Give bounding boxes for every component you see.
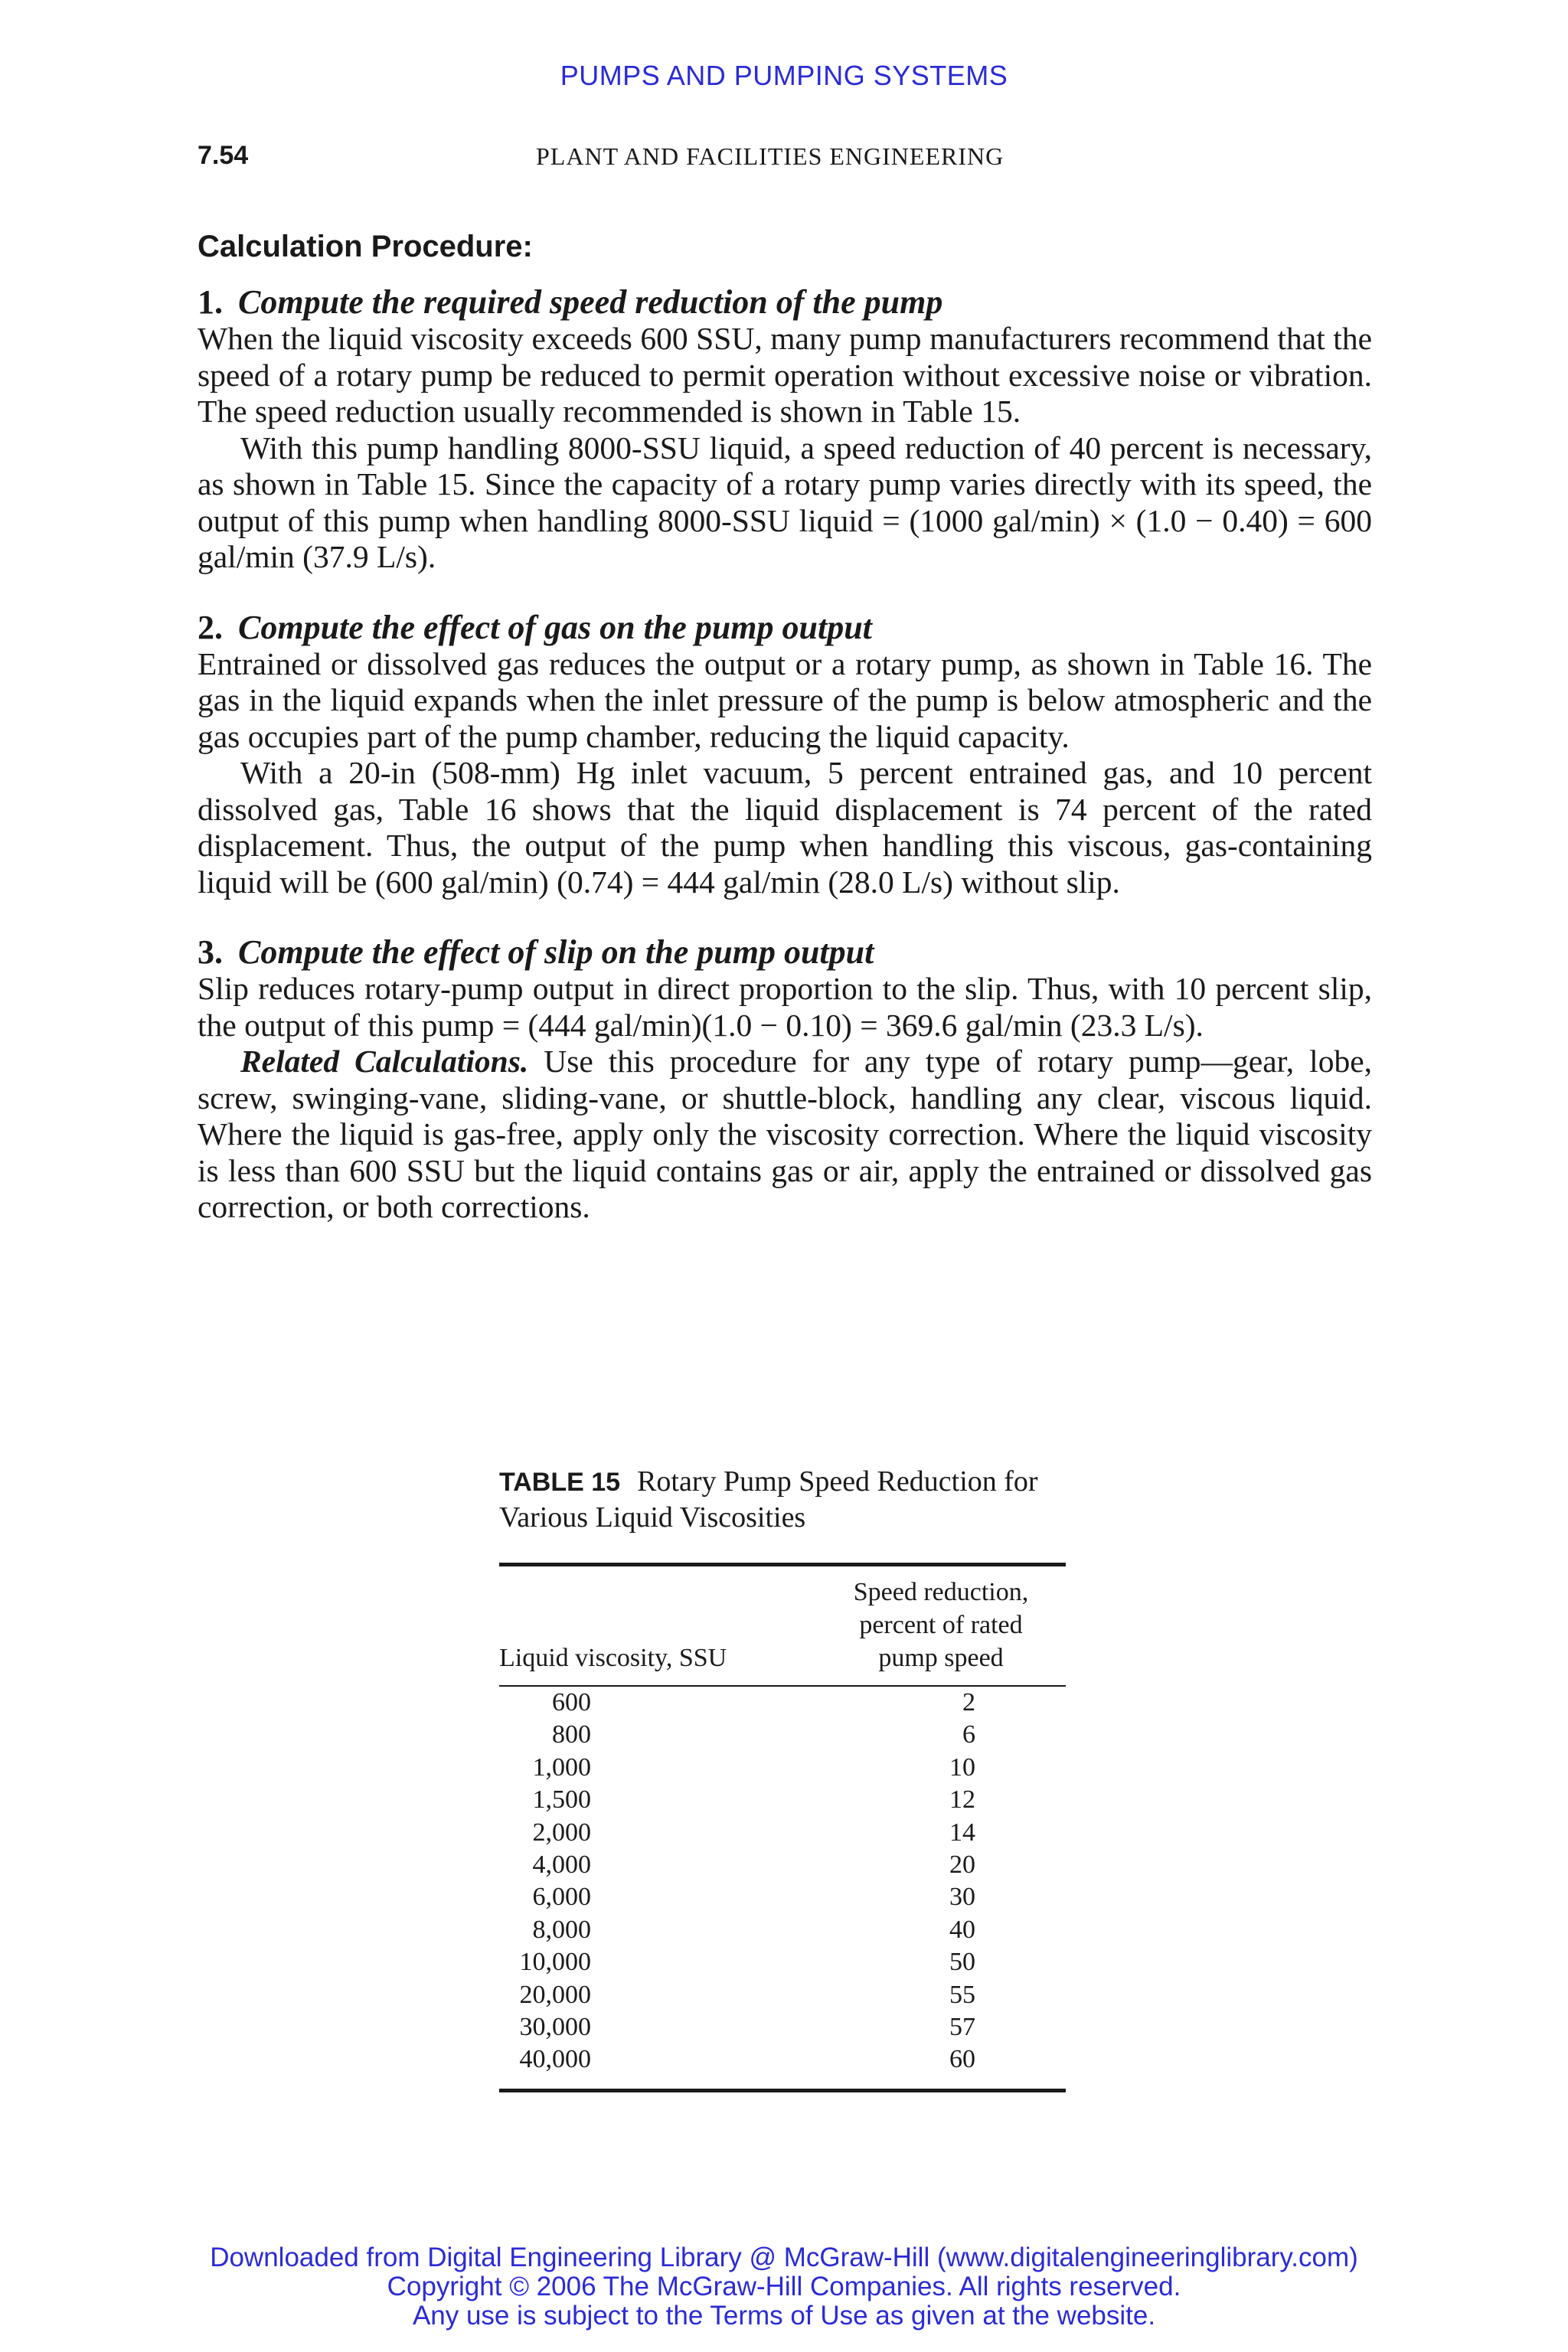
speed-reduction-cell: 55	[949, 1980, 975, 2009]
viscosity-cell: 6,000	[532, 1883, 591, 1912]
speed-reduction-cell: 60	[949, 2045, 975, 2074]
table-row	[499, 1719, 1066, 1751]
viscosity-cell: 8,000	[532, 1915, 591, 1944]
step-number: 3.	[198, 933, 223, 971]
step-title: Compute the required speed reduction of the pump	[238, 283, 943, 321]
header-line: pump speed	[878, 1644, 1004, 1672]
header-line: percent of rated	[859, 1611, 1023, 1639]
viscosity-cell: 1,500	[532, 1785, 591, 1815]
column-header-viscosity: Liquid viscosity, SSU	[499, 1644, 727, 1672]
table-label: TABLE 15	[499, 1468, 621, 1497]
table-row	[499, 1752, 1066, 1784]
related-calculations-paragraph	[198, 1044, 1372, 1226]
paragraph: Slip reduces rotary-pump output in direct proportion to the slip. Thus, with 10 percent slip, the output of this pump = (444 gal/min)(1.0 − 0.10) = 369.6 gal/min (23.3 L/s).	[198, 971, 1372, 1043]
table-row	[499, 2011, 1066, 2043]
speed-reduction-cell: 40	[949, 1915, 975, 1944]
step-title: Compute the effect of slip on the pump output	[238, 933, 874, 971]
step-heading	[198, 609, 1372, 646]
speed-reduction-cell: 50	[949, 1948, 975, 1977]
table-caption	[499, 1464, 1066, 1535]
table-body	[499, 1686, 1066, 2076]
top-banner: PUMPS AND PUMPING SYSTEMS	[560, 60, 1008, 91]
table-row	[499, 1817, 1066, 1849]
step-number: 1.	[198, 283, 223, 321]
viscosity-cell: 600	[552, 1688, 591, 1717]
table-caption-text: Rotary Pump Speed Reduction for Various Liquid Viscosities	[499, 1465, 1038, 1534]
table-row	[499, 1946, 1066, 1978]
speed-reduction-cell: 20	[949, 1851, 975, 1880]
viscosity-cell: 2,000	[532, 1818, 591, 1847]
step-heading	[198, 284, 1372, 321]
footer-line-copyright: Copyright © 2006 The McGraw-Hill Companies. All rights reserved.	[387, 2272, 1181, 2301]
table-row	[499, 1914, 1066, 1946]
speed-reduction-cell: 30	[949, 1883, 975, 1912]
viscosity-cell: 40,000	[519, 2045, 591, 2074]
viscosity-cell: 800	[552, 1720, 591, 1749]
table-row	[499, 2043, 1066, 2076]
footer	[0, 2243, 1568, 2331]
viscosity-cell: 1,000	[532, 1753, 591, 1782]
paragraph: When the liquid viscosity exceeds 600 SSU, many pump manufacturers recommend that the speed of a rotary pump be reduced to permit operation without excessive noise or vibration. The speed reduction usually recommended is shown in Table 15.	[198, 321, 1372, 429]
section-heading: Calculation Procedure:	[198, 230, 533, 263]
viscosity-cell: 20,000	[519, 1980, 591, 2009]
step-number: 2.	[198, 608, 223, 646]
step-title: Compute the effect of gas on the pump output	[238, 608, 872, 646]
table-row	[499, 1849, 1066, 1881]
step-2	[198, 609, 1372, 901]
footer-line-terms: Any use is subject to the Terms of Use as given at the website.	[412, 2301, 1156, 2331]
table-row	[499, 1687, 1066, 1719]
column-header-speed-reduction	[816, 1566, 1066, 1686]
paragraph: With this pump handling 8000-SSU liquid, a speed reduction of 40 percent is necessary, as shown in Table 15. Since the capacity of a rotary pump varies directly with its speed, the output of this pump when handling 8000-SSU liquid = (1000 gal/min) × (1.0 − 0.40) = 600 gal/min (37.9 L/s).	[198, 430, 1372, 574]
running-head: PLANT AND FACILITIES ENGINEERING	[536, 142, 1004, 170]
table-row	[499, 1979, 1066, 2011]
table-15	[499, 1464, 1066, 2092]
table-row	[499, 1784, 1066, 1816]
data-table	[499, 1566, 1066, 2076]
table-header-row	[499, 1566, 1066, 1686]
table-bottom-rule	[499, 2089, 1066, 2092]
main-content	[198, 230, 1372, 1259]
step-1	[198, 284, 1372, 576]
speed-reduction-cell: 6	[962, 1720, 975, 1749]
viscosity-cell: 30,000	[519, 2013, 591, 2042]
speed-reduction-cell: 57	[949, 2013, 975, 2042]
related-calculations-label: Related Calculations.	[240, 1044, 529, 1079]
header-line: Speed reduction,	[853, 1578, 1029, 1606]
viscosity-cell: 4,000	[532, 1851, 591, 1880]
speed-reduction-cell: 12	[949, 1785, 975, 1815]
step-3	[198, 934, 1372, 1226]
step-heading	[198, 934, 1372, 971]
related-calculations-text: Use this procedure for any type of rotary pump—gear, lobe, screw, swinging-vane, sliding-vane, or shuttle-block, handling any clear, viscous liquid. Where the liquid is gas-free, apply only the viscosity correction. Where the liquid viscosity is less than 600 SSU but the liquid contains gas or air, apply the entrained or dissolved gas correction, or both corrections.	[198, 1044, 1372, 1224]
table-row	[499, 1881, 1066, 1913]
paragraph: With a 20-in (508-mm) Hg inlet vacuum, 5 percent entrained gas, and 10 percent dissolved gas, Table 16 shows that the liquid displacement is 74 percent of the rated displacement. Thus, the output of the pump when handling this viscous, gas-containing liquid will be (600 gal/min) (0.74) = 444 gal/min (28.0 L/s) without slip.	[198, 755, 1372, 900]
speed-reduction-cell: 10	[949, 1753, 975, 1782]
viscosity-cell: 10,000	[519, 1948, 591, 1977]
footer-line-download: Downloaded from Digital Engineering Library @ McGraw-Hill (www.digitalengineeringlibrary.com)	[210, 2243, 1358, 2272]
paragraph: Entrained or dissolved gas reduces the output or a rotary pump, as shown in Table 16. The gas in the liquid expands when the inlet pressure of the pump is below atmospheric and the gas occupies part of the pump chamber, reducing the liquid capacity.	[198, 645, 1372, 754]
page-number: 7.54	[198, 141, 249, 170]
speed-reduction-cell: 14	[949, 1818, 975, 1847]
speed-reduction-cell: 2	[962, 1688, 975, 1717]
